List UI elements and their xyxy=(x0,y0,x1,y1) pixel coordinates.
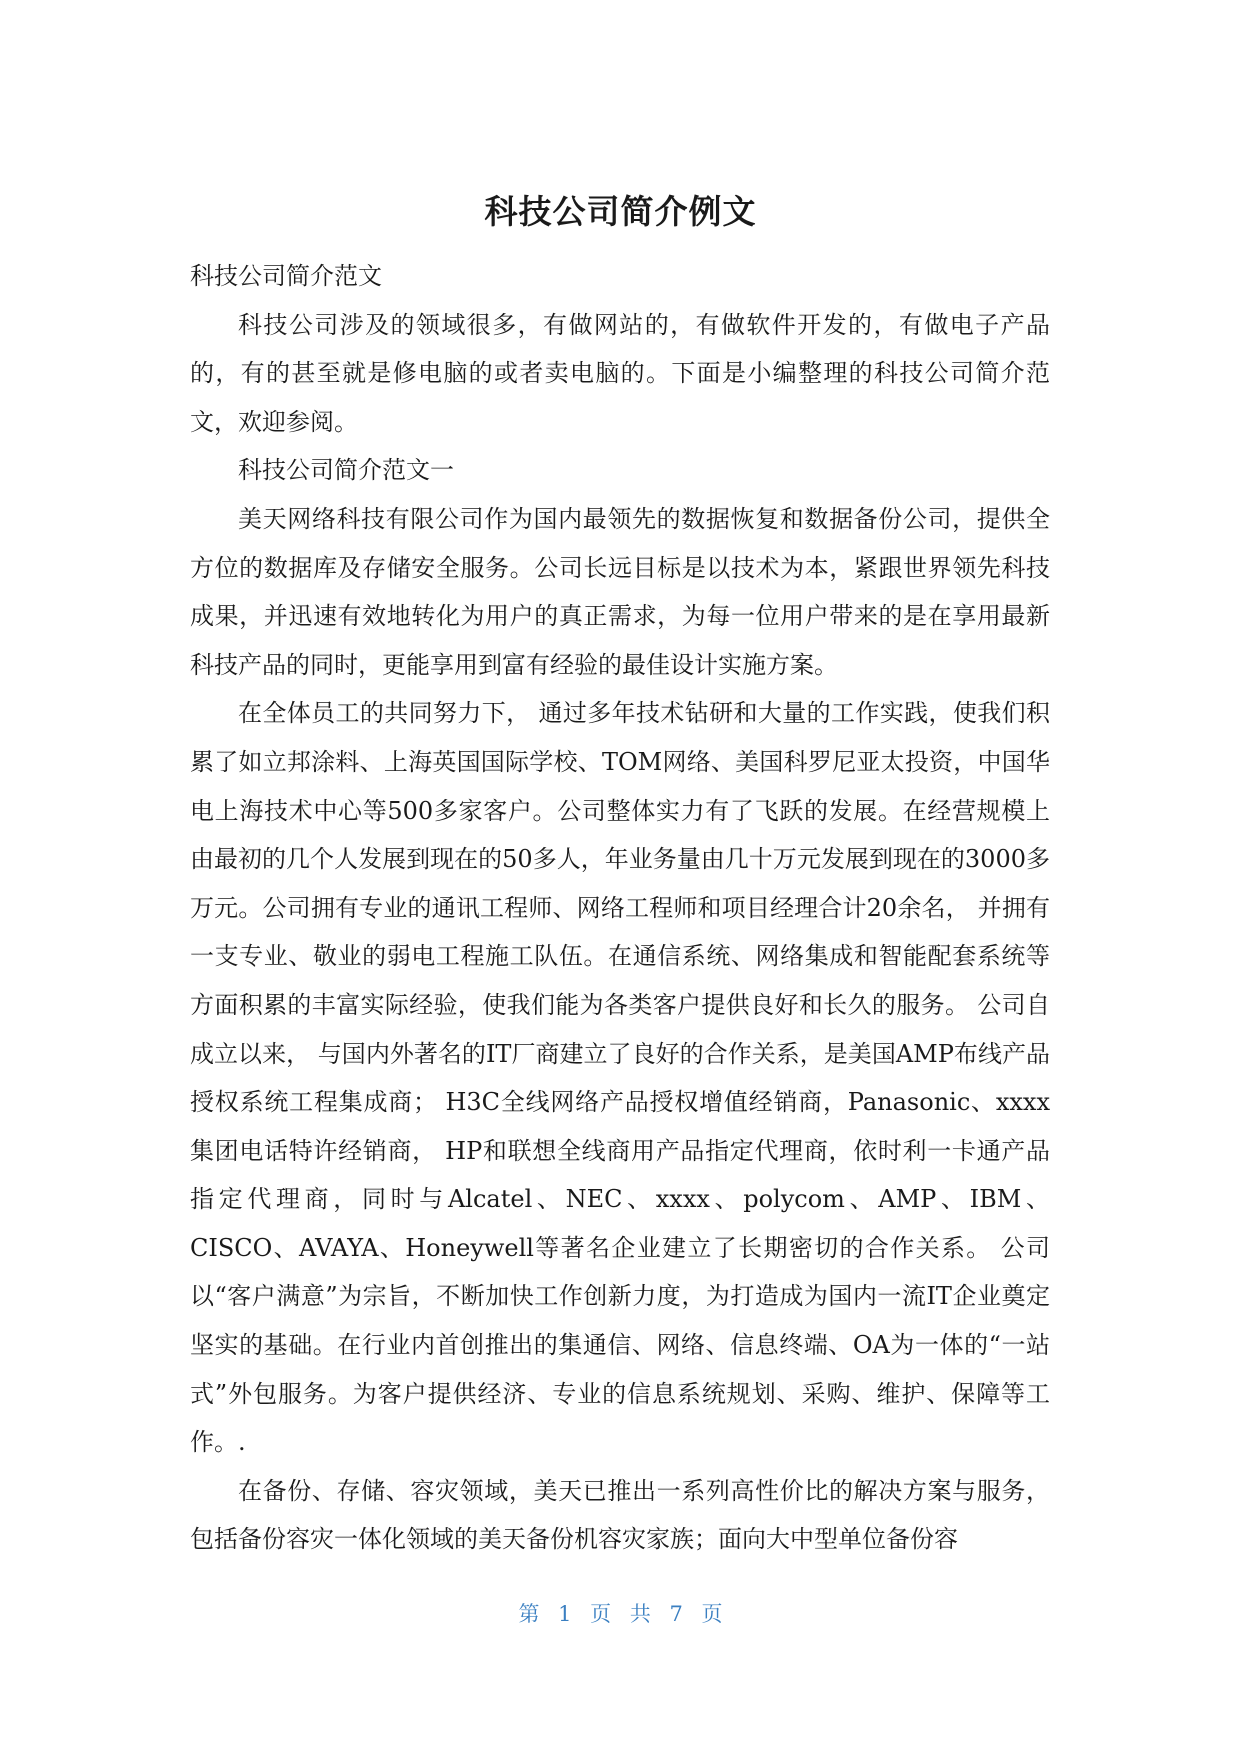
document-title: 科技公司简介例文 xyxy=(484,192,757,231)
subsection-heading: 科技公司简介范文一 xyxy=(238,456,454,485)
page-number-footer: 第 1 页 共 7 页 xyxy=(518,1602,723,1626)
document-body xyxy=(190,252,1050,1564)
intro-paragraph: 科技公司涉及的领域很多，有做网站的，有做软件开发的，有做电子产品的，有的甚至就是修电脑的或者卖电脑的。下面是小编整理的科技公司简介范文，欢迎参阅。 xyxy=(190,310,1050,436)
body-paragraph: 美天网络科技有限公司作为国内最领先的数据恢复和数据备份公司，提供全方位的数据库及存储安全服务。公司长远目标是以技术为本，紧跟世界领先科技成果，并迅速有效地转化为用户的真正需求，为每一位用户带来的是在享用最新科技产品的同时，更能享用到富有经验的最佳设计实施方案。 xyxy=(190,504,1050,679)
section-heading: 科技公司简介范文 xyxy=(190,262,382,290)
body-paragraph: 在全体员工的共同努力下， 通过多年技术钻研和大量的工作实践，使我们积累了如立邦涂料、上海英国国际学校、TOM网络、美国科罗尼亚太投资，中国华电上海技术中心等500多家客户。公司整体实力有了飞跃的发展。在经营规模上由最初的几个人发展到现在的50多人，年业务量由几十万元发展到现在的3000多万元。公司拥有专业的通讯工程师、网络工程师和项目经理合计20余名， 并拥有一支专业、敬业的弱电工程施工队伍。在通信系统、网络集成和智能配套系统等方面积累的丰富实际经验，使我们能为各类客户提供良好和长久的服务。 公司自成立以来， 与国内外著名的IT厂商建立了良好的合作关系，是美国AMP布线产品授权系统工程集成商； H3C全线网络产品授权增值经销商，Panasonic、xxxx集团电话特许经销商， HP和联想全线商用产品指定代理商，依时利一卡通产品指定代理商，同时与Alcatel、NEC、xxxx、polycom、AMP、IBM、CISCO、AVAYA、Honeywell等著名企业建立了长期密切的合作关系。 公司以“客户满意”为宗旨，不断加快工作创新力度，为打造成为国内一流IT企业奠定坚实的基础。在行业内首创推出的集通信、网络、信息终端、OA为一体的“一站式”外包服务。为客户提供经济、专业的信息系统规划、采购、维护、保障等工作。. xyxy=(190,699,1050,1457)
body-paragraph: 在备份、存储、容灾领域，美天已推出一系列高性价比的解决方案与服务，包括备份容灾一体化领域的美天备份机容灾家族；面向大中型单位备份容 xyxy=(190,1476,1050,1554)
